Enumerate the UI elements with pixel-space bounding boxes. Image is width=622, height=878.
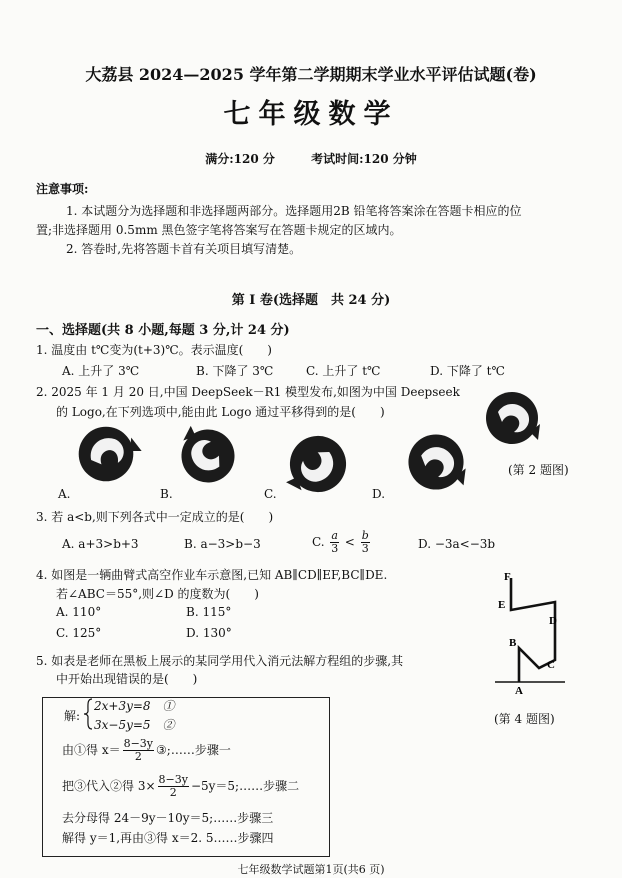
exam-title: 大荔县 2024—2025 学年第二学期期末学业水平评估试题(卷): [85, 65, 537, 84]
q2-option-b-label: B.: [160, 487, 173, 501]
q1-option-a: A. 上升了 3℃: [62, 364, 140, 378]
q5-stem-line-2: 中开始出现错误的是( ): [56, 672, 198, 686]
q5-step-4: 解得 y＝1,再由③得 x＝2. 5……步骤四: [62, 831, 274, 845]
q4-label-d: D: [549, 615, 557, 627]
q5-system-brace: [84, 697, 94, 731]
q4-label-b: B: [509, 637, 517, 649]
q2-option-d-label: D.: [372, 487, 386, 501]
q5-step-3: 去分母得 24－9y－10y＝5;……步骤三: [62, 811, 274, 825]
q3-option-c-fraction-1: $\frac{a}{3}$: [331, 529, 339, 555]
q2-option-b-image: [174, 422, 244, 492]
q5-equation-1: 2x+3y=8 ①: [94, 699, 175, 713]
q5-equation-2: 3x−5y=5 ②: [94, 718, 175, 732]
q4-figure: [495, 570, 585, 700]
q3-option-c: [312, 530, 372, 555]
q5-stem-line-1: 5. 如表是老师在黑板上展示的某同学用代入消元法解方程组的步骤,其: [36, 654, 404, 668]
q4-label-a: A: [515, 685, 523, 697]
q4-label-f: F: [504, 571, 511, 583]
notice-line-3: 2. 答卷时,先将答题卡首有关项目填写清楚。: [66, 242, 302, 256]
page-footer: 七年级数学试题第1页(共6 页): [237, 863, 385, 876]
q4-label-e: E: [498, 599, 506, 611]
q2-stem-line-1: 2. 2025 年 1 月 20 日,中国 DeepSeek－R1 模型发布,如图为中国 Deepseek: [36, 385, 460, 399]
q4-stem-line-1: 4. 如图是一辆曲臂式高空作业车示意图,已知 AB∥CD∥EF,BC∥DE.: [36, 568, 388, 582]
q5-step-2: [62, 774, 299, 799]
q2-option-d-image: [400, 424, 470, 494]
part-1-title: 第 I 卷(选择题 共 24 分): [231, 293, 391, 308]
notice-heading: 注意事项:: [36, 182, 89, 196]
q3-option-c-operator: <: [344, 535, 355, 549]
q5-step-2-fraction: $\frac{8-3y}{2}$: [158, 773, 188, 799]
q3-option-d: D. −3a<−3b: [418, 537, 496, 551]
q5-step-1-fraction: $\frac{8-3y}{2}$: [123, 737, 154, 763]
q2-option-c-image: [282, 428, 352, 498]
q1-option-d: D. 下降了 t℃: [430, 364, 505, 378]
q4-option-b: B. 115°: [186, 605, 232, 619]
q4-stem-line-2: 若∠ABC＝55°,则∠D 的度数为( ): [56, 587, 259, 601]
notice-line-2: 置;非选择题用 0.5mm 黑色签字笔将答案写在答题卡规定的区域内。: [36, 223, 402, 237]
q1-option-b: B. 下降了 3℃: [196, 364, 274, 378]
q2-logo-reference-image: [476, 380, 546, 450]
full-score: 满分:120 分: [205, 152, 275, 166]
q4-figure-caption: (第 4 题图): [494, 712, 555, 726]
q4-option-c: C. 125°: [56, 626, 102, 640]
q5-step-2-suffix: −5y＝5;……步骤二: [190, 779, 300, 793]
q2-stem-line-2: 的 Logo,在下列选项中,能由此 Logo 通过平移得到的是( ): [56, 405, 385, 419]
q4-option-d: D. 130°: [186, 626, 232, 640]
q2-option-a-label: A.: [58, 487, 71, 501]
q4-option-a: A. 110°: [56, 605, 102, 619]
subject-title: 七年级数学: [223, 99, 399, 130]
q3-option-c-fraction-2: $\frac{b}{3}$: [361, 529, 369, 555]
q1-option-c: C. 上升了 t℃: [306, 364, 381, 378]
q5-step-1-suffix: ③;……步骤一: [156, 743, 231, 757]
q3-stem: 3. 若 a<b,则下列各式中一定成立的是( ): [36, 510, 274, 524]
q4-label-c: C: [547, 659, 555, 671]
q3-option-b: B. a−3>b−3: [184, 537, 261, 551]
notice-line-1: 1. 本试题分为选择题和非选择题两部分。选择题用2B 铅笔将答案涂在答题卡相应的位: [66, 204, 522, 218]
q5-step-1-prefix: 由①得 x＝: [62, 743, 121, 757]
q2-figure-caption: (第 2 题图): [508, 463, 569, 477]
q2-option-a-image: [70, 418, 140, 488]
q5-solve-label: 解:: [64, 709, 81, 723]
q3-option-a: A. a+3>b+3: [62, 537, 139, 551]
section-1-title: 一、选择题(共 8 小题,每题 3 分,计 24 分): [36, 323, 290, 338]
q1-stem: 1. 温度由 t℃变为(t+3)℃。表示温度( ): [36, 343, 272, 357]
q2-option-c-label: C.: [264, 487, 277, 501]
exam-meta: [0, 150, 622, 167]
q5-step-1: [62, 738, 231, 763]
q5-step-2-prefix: 把③代入②得 3×: [62, 779, 156, 793]
q3-option-c-prefix: C.: [312, 535, 325, 549]
exam-time: 考试时间:120 分钟: [311, 152, 417, 166]
